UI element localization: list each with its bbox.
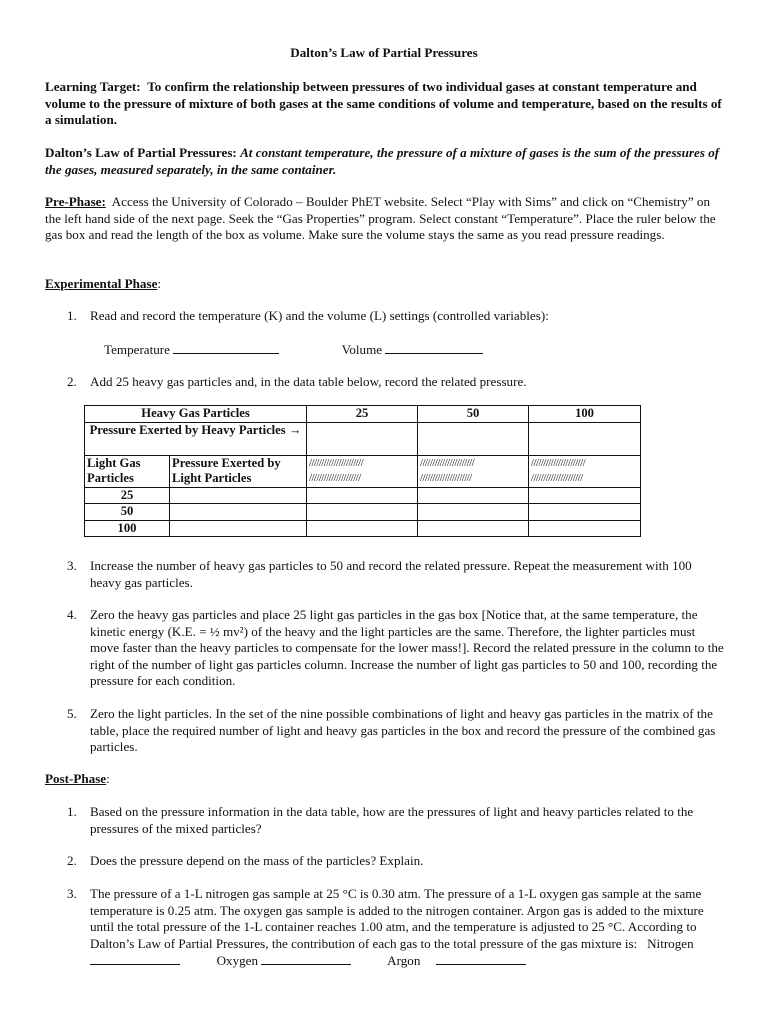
step-5-text: Zero the light particles. In the set of the nine possible combinations of light and heavy gas particles in the matrix of the table, place the required number of light and heavy gas particles in the box and record the pressure of the combined gas particles. — [90, 706, 716, 755]
controlled-variables-row — [104, 341, 604, 359]
page-title: Dalton’s Law of Partial Pressures — [290, 45, 478, 60]
mixture-pressure-cell[interactable] — [307, 487, 418, 504]
question-3-text: The pressure of a 1-L nitrogen gas sample at 25 °C is 0.30 atm. The pressure of a 1-L oxygen gas sample at the same temperature is 0.25 atm. The oxygen gas sample is added to the nitrogen container. Argon gas is added to the mixture until the total pressure of the 1-L container reaches 1.00 atm, and the temperature is adjusted to 25 °C. According to Dalton’s Law of Partial Pressures, the contribution of each gas to the total pressure of the gas mixture is: — [90, 886, 704, 951]
learning-target — [45, 79, 725, 129]
mixture-pressure-cell[interactable] — [418, 520, 529, 537]
hatch-line: ////////////////////// — [420, 456, 475, 469]
mixture-pressure-cell[interactable] — [418, 504, 529, 521]
step-3-text: Increase the number of heavy gas particles to 50 and record the related pressure. Repeat the measurement with 100 heavy gas particles. — [90, 558, 692, 590]
table-row — [85, 504, 641, 521]
step-4-number: 4. — [67, 607, 77, 622]
light-count-100: 100 — [85, 520, 170, 537]
learning-target-text: To confirm the relationship between pressures of two individual gases at constant temperature and volume to the pressure of mixture of both gases at the same conditions of volume and temperature, based on the results of a simulation. — [45, 79, 722, 128]
law-statement — [45, 145, 725, 178]
table-row — [85, 487, 641, 504]
post-phase-heading — [45, 771, 725, 788]
experimental-phase-heading — [45, 276, 725, 293]
pressure-light-cell[interactable] — [170, 520, 307, 537]
hatched-cell — [418, 455, 529, 487]
table-row — [85, 455, 641, 487]
question-2-number: 2. — [67, 853, 77, 868]
temperature-label: Temperature — [104, 342, 170, 357]
pressure-light-cell[interactable] — [170, 504, 307, 521]
pressure-light-cell[interactable] — [170, 487, 307, 504]
oxygen-label: Oxygen — [216, 953, 259, 969]
mixture-pressure-cell[interactable] — [307, 504, 418, 521]
pressure-heavy-cell-50[interactable] — [418, 422, 529, 455]
pressure-heavy-cell-25[interactable] — [307, 422, 418, 455]
hatch-line: ////////////////////// — [531, 456, 586, 469]
heavy-header-cell: Heavy Gas Particles — [85, 406, 307, 423]
question-2-text: Does the pressure depend on the mass of the particles? Explain. — [90, 853, 424, 868]
hatch-line: ///////////////////// — [420, 472, 472, 484]
table-row — [85, 422, 641, 455]
law-text: At constant temperature, the pressure of a mixture of gases is the sum of the pressures of the gases, measured separately, in the same container. — [45, 145, 720, 177]
question-3-number: 3. — [67, 886, 77, 901]
table-row — [85, 406, 641, 423]
question-1-number: 1. — [67, 804, 77, 819]
pre-phase-label: Pre-Phase: — [45, 194, 106, 209]
step-2-number: 2. — [67, 374, 77, 389]
pressure-heavy-cell-100[interactable] — [529, 422, 641, 455]
mixture-pressure-cell[interactable] — [307, 520, 418, 537]
post-phase-colon: : — [106, 771, 110, 786]
learning-target-label: Learning Target: — [45, 79, 141, 94]
hatched-cell — [529, 455, 641, 487]
step-5-number: 5. — [67, 706, 77, 721]
volume-label: Volume — [341, 342, 383, 357]
mixture-pressure-cell[interactable] — [529, 487, 641, 504]
pressure-heavy-label: Pressure Exerted by Heavy Particles → — [89, 422, 302, 437]
temperature-field[interactable] — [173, 341, 279, 354]
hatch-line: ///////////////////// — [531, 472, 583, 484]
nitrogen-label: Nitrogen — [647, 935, 694, 951]
light-header-cell: Light Gas Particles — [85, 455, 170, 487]
question-3-body — [90, 886, 726, 970]
pressure-heavy-label-cell — [85, 422, 307, 455]
heavy-count-25: 25 — [307, 406, 418, 423]
mixture-pressure-cell[interactable] — [529, 520, 641, 537]
experimental-phase-title: Experimental Phase — [45, 276, 158, 291]
heavy-count-100: 100 — [529, 406, 641, 423]
pre-phase-text: Access the University of Colorado – Boulder PhET website. Select “Play with Sims” and click on “Chemistry” on the left hand side of the next page. Seek the “Gas Properties” program. Select constant “Temperature”. Place the ruler below the gas box and read the length of the box as volume. Make sure the volume stays the same as you read pressure readings. — [45, 194, 716, 243]
hatched-cell — [307, 455, 418, 487]
hatch-line: ///////////////////// — [309, 472, 361, 484]
pre-phase — [45, 194, 725, 244]
data-table — [84, 405, 641, 537]
step-1-text: Read and record the temperature (K) and the volume (L) settings (controlled variables): — [90, 308, 549, 323]
experimental-phase-colon: : — [157, 276, 162, 291]
step-4-text: Zero the heavy gas particles and place 25 light gas particles in the gas box [Notice that, at the same temperature, the kinetic energy (K.E. = ½ mv²) of the heavy and the light particles are the same. Therefore, the lighter particles must move faster than the heavy particles to compensate for the lower mass!]. Record the related pressure in the column to the right of the number of light gas particles column. Increase the number of light gas particles to 50 and 100, recording the pressure for each condition. — [90, 607, 724, 689]
argon-field[interactable] — [436, 952, 526, 965]
mixture-pressure-cell[interactable] — [529, 504, 641, 521]
post-phase-title: Post-Phase — [45, 771, 107, 786]
step-3-number: 3. — [67, 558, 77, 573]
light-count-50: 50 — [85, 504, 170, 521]
law-label: Dalton’s Law of Partial Pressures: — [45, 145, 237, 160]
volume-field[interactable] — [385, 341, 483, 354]
pressure-light-header-cell: Pressure Exerted by Light Particles — [170, 455, 307, 487]
light-count-25: 25 — [85, 487, 170, 504]
heavy-count-50: 50 — [418, 406, 529, 423]
step-2-text: Add 25 heavy gas particles and, in the data table below, record the related pressure. — [90, 374, 527, 389]
table-row — [85, 520, 641, 537]
oxygen-field[interactable] — [261, 952, 351, 965]
argon-label: Argon — [387, 953, 421, 969]
step-1-number: 1. — [67, 308, 77, 323]
question-1-text: Based on the pressure information in the data table, how are the pressures of light and heavy particles related to the pressures of the mixed particles? — [90, 804, 694, 836]
hatch-line: ////////////////////// — [309, 456, 364, 469]
mixture-pressure-cell[interactable] — [418, 487, 529, 504]
nitrogen-field[interactable] — [90, 952, 180, 965]
